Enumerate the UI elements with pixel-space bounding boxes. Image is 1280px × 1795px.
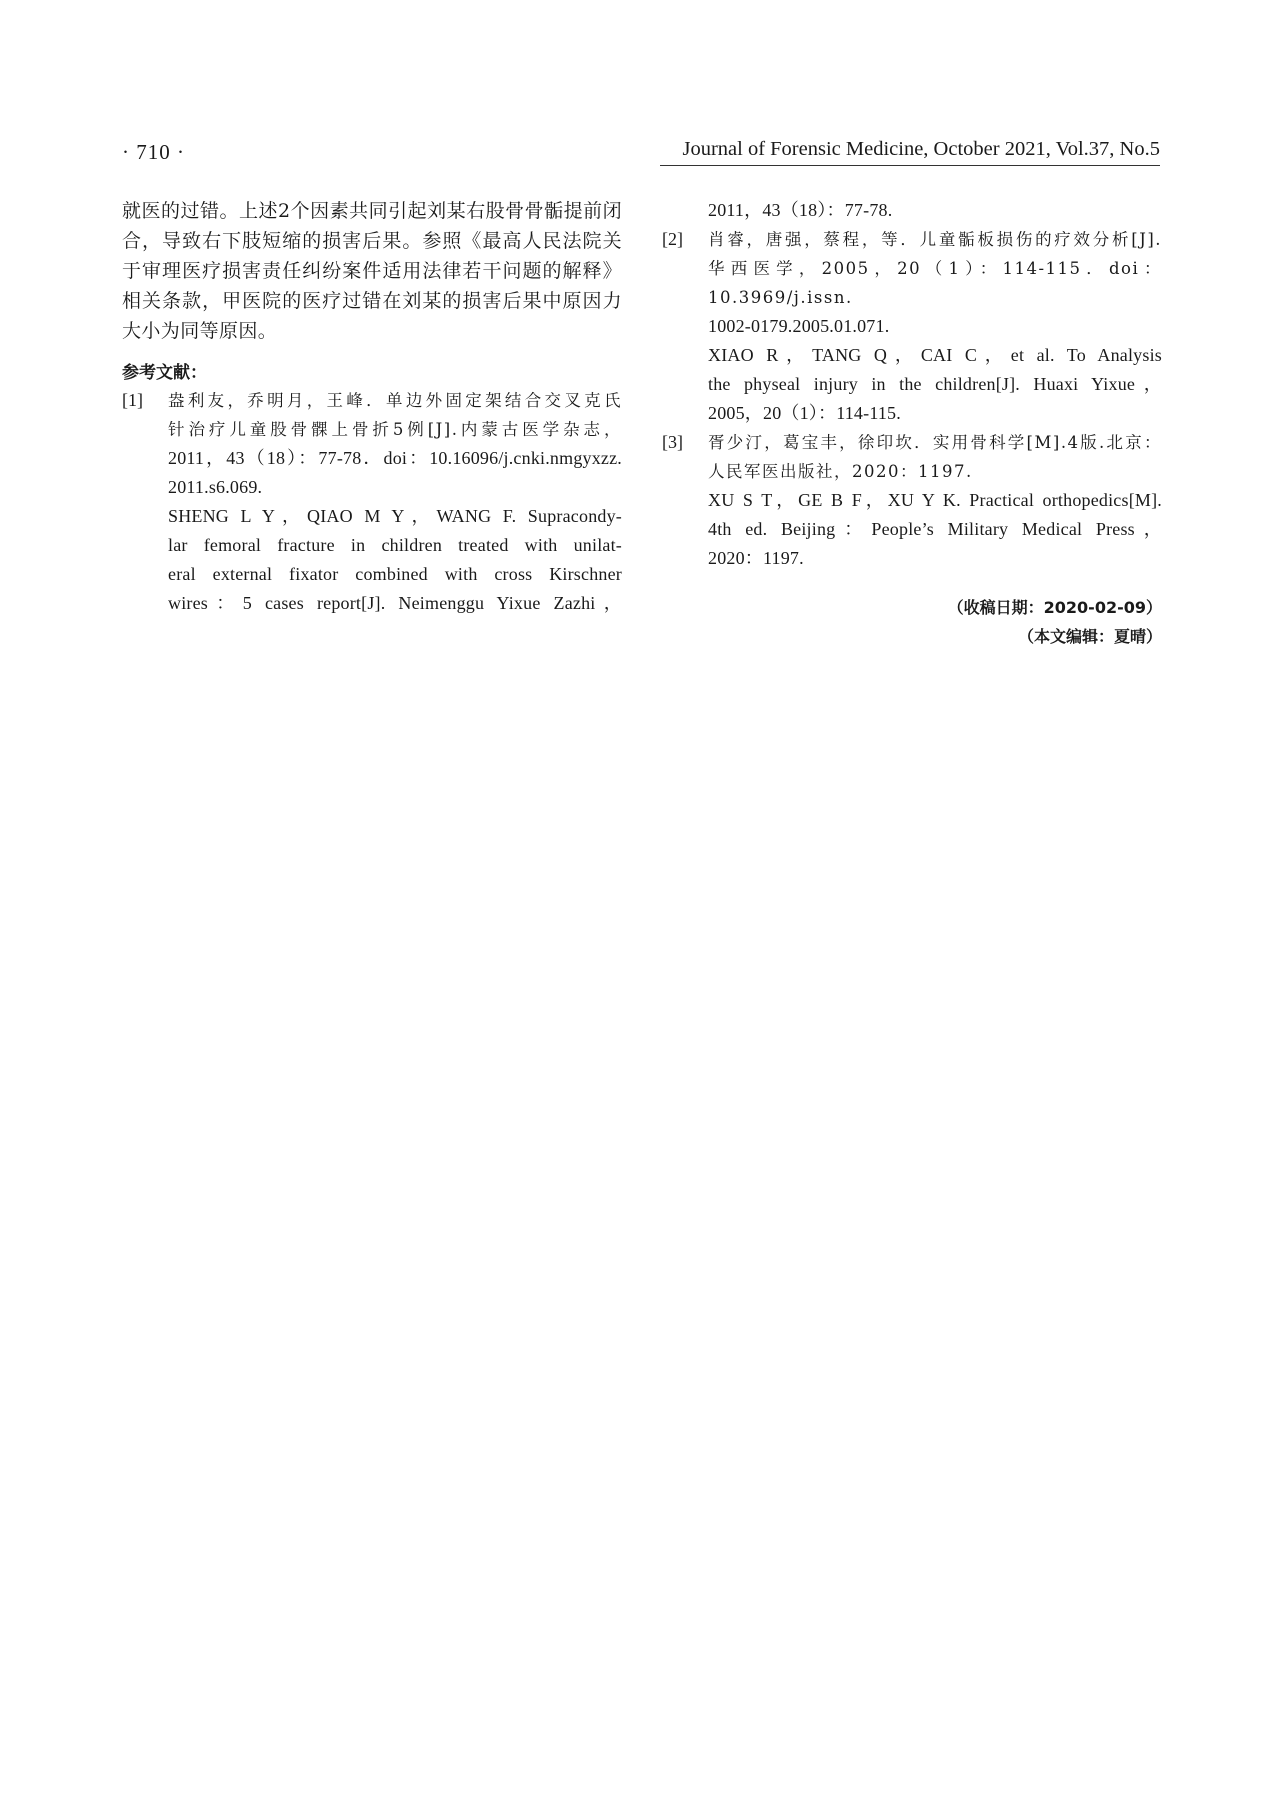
reference-2 xyxy=(662,225,1162,428)
right-column xyxy=(662,196,1162,651)
reference-3-number: [3] xyxy=(662,432,683,452)
reference-line: 2011，43（18）：77-78．doi：10.16096/j.cnki.nmgyxzz. xyxy=(168,448,622,468)
reference-line: 人民军医出版社，2020：1197. xyxy=(708,462,973,481)
reference-line: lar femoral fracture in children treated with unilat- xyxy=(168,535,622,555)
conclusion-paragraph: 就医的过错。上述2个因素共同引起刘某右股骨骨骺提前闭合，导致右下肢短缩的损害后果。参照《最高人民法院关于审理医疗损害责任纠纷案件适用法律若干问题的解释》相关条款，甲医院的医疗过错在刘某的损害后果中原因力大小为同等原因。 xyxy=(122,200,622,342)
reference-line: the physeal injury in the children[J]. Huaxi Yixue， xyxy=(708,374,1162,394)
reference-1-body xyxy=(168,386,622,618)
reference-line: SHENG L Y，QIAO M Y，WANG F. Supracondy- xyxy=(168,506,622,526)
reference-3-body xyxy=(708,428,1162,573)
reference-line: 2005，20（1）：114-115. xyxy=(708,403,901,423)
reference-2-body xyxy=(708,225,1162,428)
reference-line: 2020：1197. xyxy=(708,548,804,568)
reference-line: 盎利友，乔明月，王峰．单边外固定架结合交叉克氏 xyxy=(168,391,622,410)
running-header: Journal of Forensic Medicine, October 2021, Vol.37, No.5 xyxy=(682,138,1160,160)
reference-2-number: [2] xyxy=(662,229,683,249)
references-heading: 参考文献： xyxy=(122,363,207,383)
reference-line: 2011，43（18）：77-78. xyxy=(708,200,893,220)
reference-1-continuation xyxy=(708,196,1162,225)
reference-line: 4th ed. Beijing：People’s Military Medical Press， xyxy=(708,519,1162,539)
received-date: （收稿日期：2020-02-09） xyxy=(947,598,1162,617)
article-metadata xyxy=(662,593,1162,651)
header-rule xyxy=(660,165,1160,166)
reference-line: XIAO R，TANG Q，CAI C，et al. To Analysis xyxy=(708,345,1162,365)
reference-line: 针治疗儿童股骨髁上骨折5例[J].内蒙古医学杂志， xyxy=(168,420,622,439)
page-number: · 710 · xyxy=(122,140,185,164)
reference-3 xyxy=(662,428,1162,573)
reference-line: 华西医学，2005，20（1）：114-115．doi：10.3969/j.issn. xyxy=(708,259,1162,307)
left-column xyxy=(122,196,622,618)
reference-line: 肖睿，唐强，蔡程，等．儿童骺板损伤的疗效分析[J]. xyxy=(708,230,1162,249)
reference-line: 胥少汀，葛宝丰，徐印坎．实用骨科学[M].4版.北京： xyxy=(708,433,1162,452)
reference-line: 2011.s6.069. xyxy=(168,477,263,497)
reference-1 xyxy=(122,386,622,618)
reference-line: wires：5 cases report[J]. Neimenggu Yixue Zazhi， xyxy=(168,593,622,613)
reference-line: XU S T，GE B F，XU Y K. Practical orthopedics[M]. xyxy=(708,490,1162,510)
editor-credit: （本文编辑：夏晴） xyxy=(1017,627,1162,646)
reference-line: eral external fixator combined with cross Kirschner xyxy=(168,564,622,584)
reference-1-number: [1] xyxy=(122,390,143,410)
reference-line: 1002-0179.2005.01.071. xyxy=(708,316,890,336)
